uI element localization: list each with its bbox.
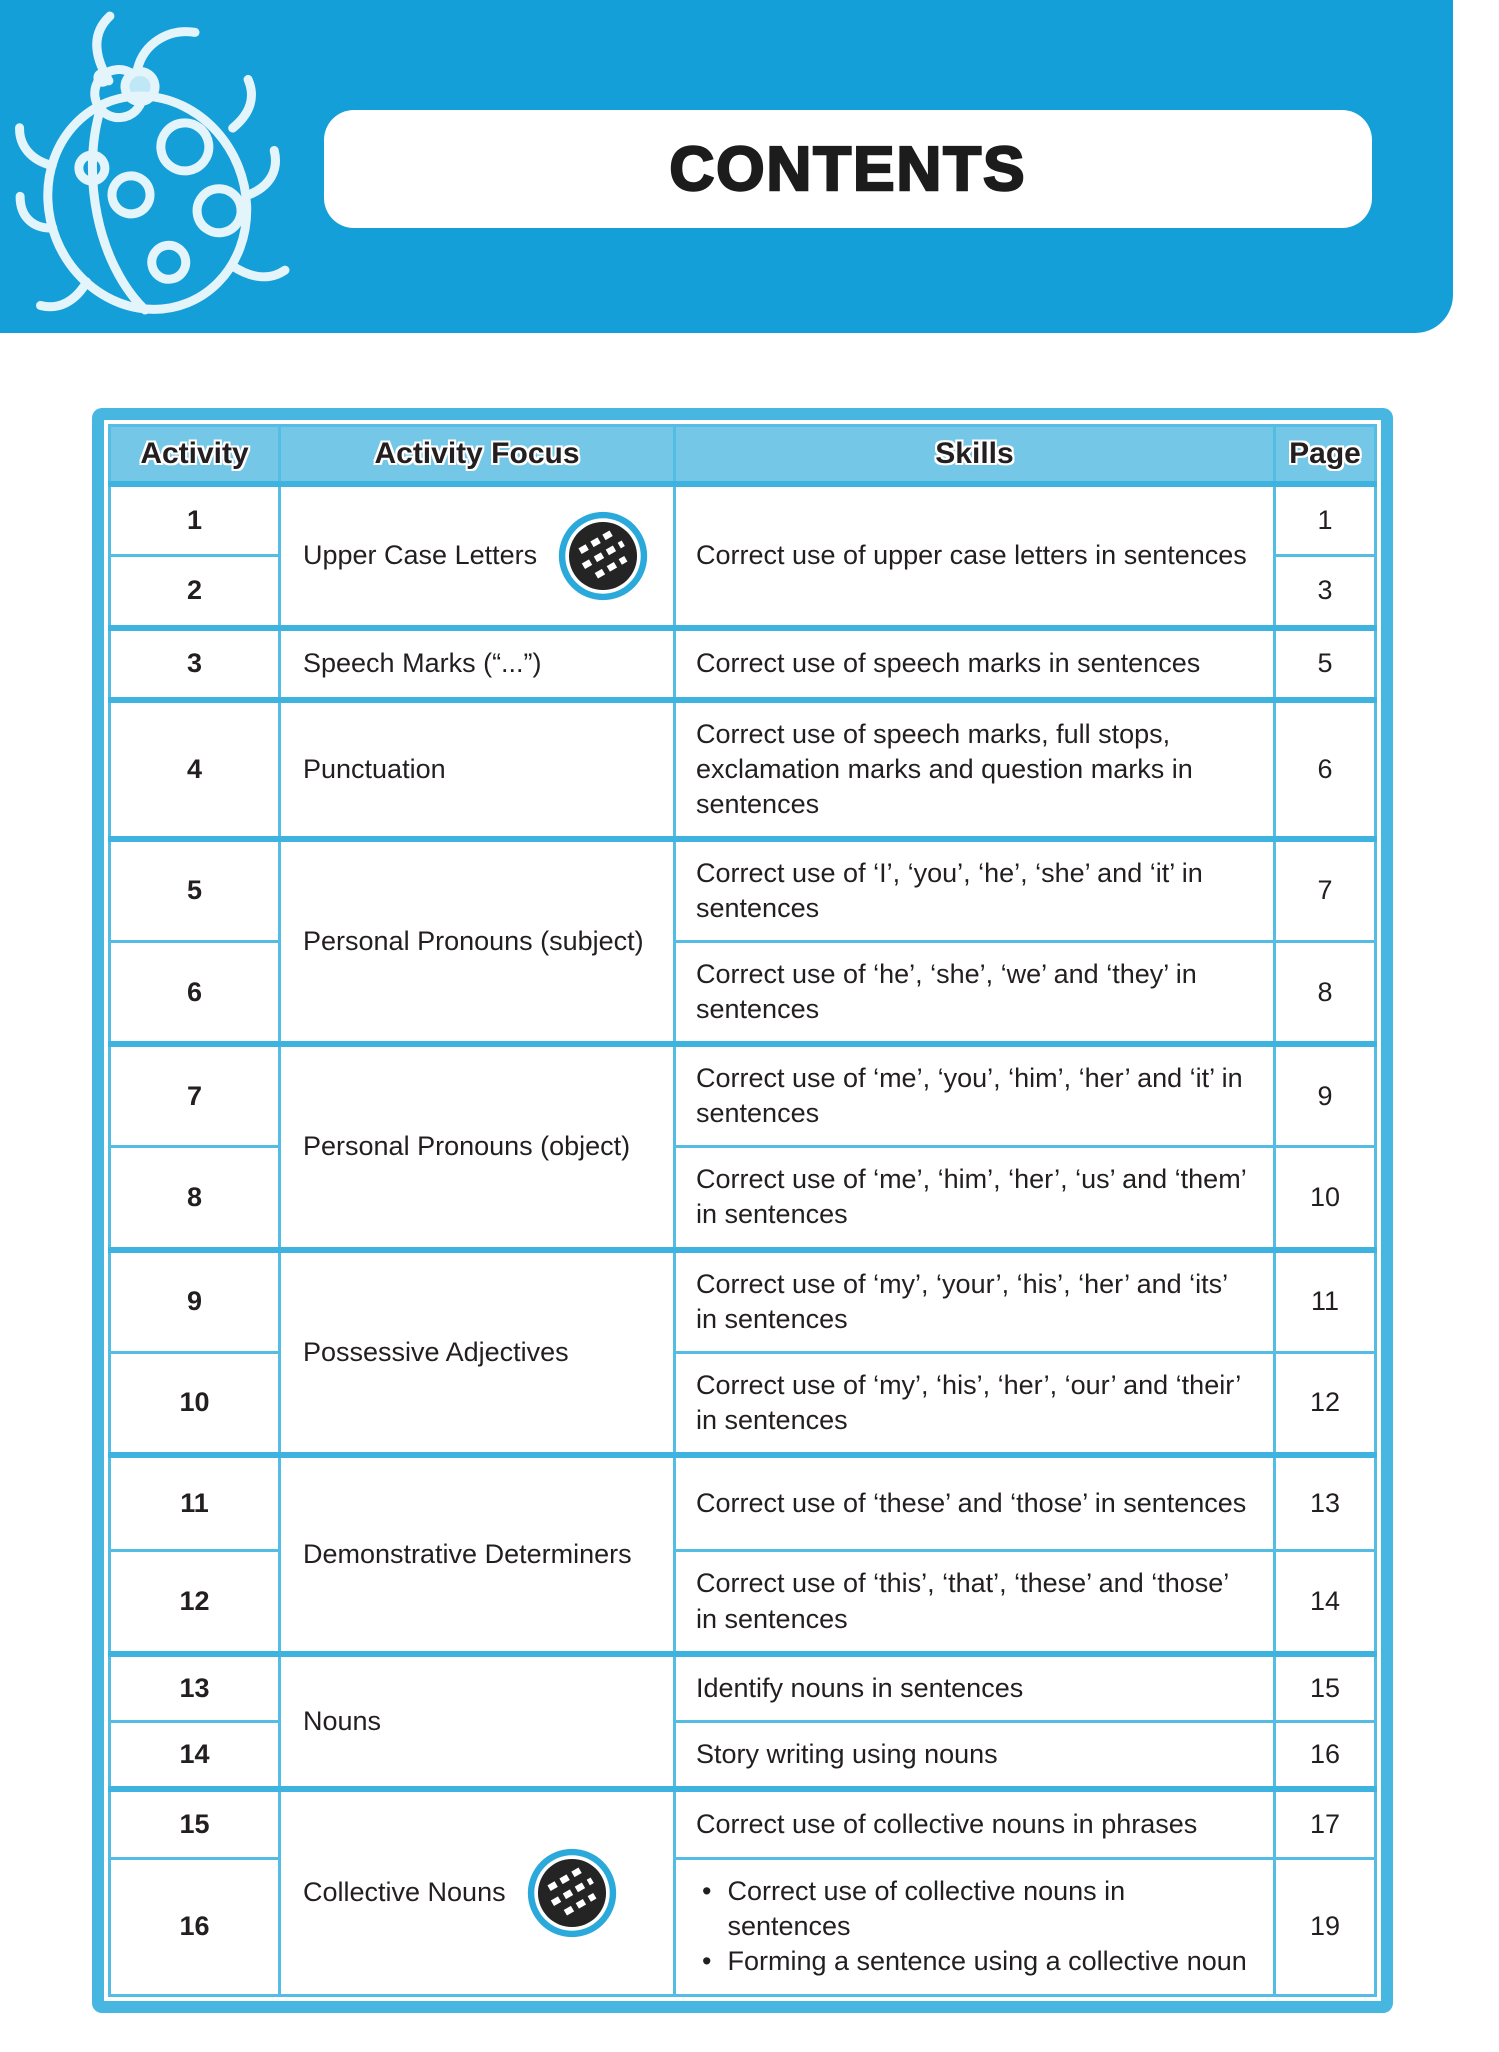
page-number: 7 xyxy=(1275,839,1376,942)
activity-focus-cell xyxy=(280,1654,675,1789)
column-header-activity: Activity xyxy=(110,426,280,484)
page-number: 11 xyxy=(1275,1250,1376,1353)
skill-cell: Correct use of ‘I’, ‘you’, ‘he’, ‘she’ and ‘it’ in sentences xyxy=(675,839,1275,942)
activity-number: 12 xyxy=(110,1551,280,1654)
activity-number: 16 xyxy=(110,1859,280,1995)
skill-bullet-text: Forming a sentence using a collective noun xyxy=(727,1946,1247,1977)
skill-cell: Correct use of ‘this’, ‘that’, ‘these’ and ‘those’ in sentences xyxy=(675,1551,1275,1654)
activity-focus-cell xyxy=(280,1455,675,1654)
activity-number: 10 xyxy=(110,1352,280,1455)
activity-focus-label: Personal Pronouns (object) xyxy=(303,1131,631,1162)
skill-cell: Correct use of speech marks, full stops, exclamation marks and question marks in sentences xyxy=(675,700,1275,839)
table-row xyxy=(110,1250,1376,1353)
skill-bullet-item xyxy=(696,1944,1253,1979)
activity-focus-label: Collective Nouns xyxy=(303,1877,506,1908)
activity-number: 15 xyxy=(110,1789,280,1859)
page-number: 12 xyxy=(1275,1352,1376,1455)
table-row xyxy=(110,1455,1376,1551)
activity-focus-label: Speech Marks (“...”) xyxy=(303,647,542,678)
page-number: 19 xyxy=(1275,1859,1376,1995)
skill-bullet-item xyxy=(696,1874,1253,1944)
table-header-row xyxy=(110,426,1376,484)
bullet-icon: • xyxy=(702,1876,712,1907)
activity-number: 9 xyxy=(110,1250,280,1353)
activity-focus-label: Nouns xyxy=(303,1705,382,1736)
page-title: CONTENTS xyxy=(669,134,1027,204)
skill-cell: Correct use of ‘my’, ‘your’, ‘his’, ‘her’ and ‘its’ in sentences xyxy=(675,1250,1275,1353)
page-number: 14 xyxy=(1275,1551,1376,1654)
activity-focus-cell xyxy=(280,839,675,1044)
page-number: 3 xyxy=(1275,556,1376,628)
ladybug-illustration xyxy=(10,2,290,337)
activity-focus-label: Punctuation xyxy=(303,753,446,784)
activity-focus-label: Possessive Adjectives xyxy=(303,1336,569,1367)
page-number: 9 xyxy=(1275,1044,1376,1147)
sticker-icon xyxy=(557,510,649,602)
table-row xyxy=(110,700,1376,839)
activity-number: 6 xyxy=(110,941,280,1044)
activity-focus-cell xyxy=(280,1044,675,1249)
skill-cell: Correct use of collective nouns in phrases xyxy=(675,1789,1275,1859)
activity-number: 3 xyxy=(110,628,280,700)
page-number: 13 xyxy=(1275,1455,1376,1551)
skill-bullet-text: Correct use of collective nouns in sentences xyxy=(727,1876,1126,1942)
activity-focus-cell xyxy=(280,1789,675,1995)
activity-number: 13 xyxy=(110,1654,280,1722)
page-number: 6 xyxy=(1275,700,1376,839)
top-banner xyxy=(0,0,1453,333)
page-number: 5 xyxy=(1275,628,1376,700)
activity-focus-label: Demonstrative Determiners xyxy=(303,1538,632,1569)
skill-cell: Correct use of ‘he’, ‘she’, ‘we’ and ‘they’ in sentences xyxy=(675,941,1275,1044)
skill-cell: Correct use of upper case letters in sentences xyxy=(675,484,1275,628)
table-row xyxy=(110,839,1376,942)
activity-number: 5 xyxy=(110,839,280,942)
activity-focus-label: Personal Pronouns (subject) xyxy=(303,925,644,956)
activity-number: 11 xyxy=(110,1455,280,1551)
skill-cell: Correct use of ‘these’ and ‘those’ in sentences xyxy=(675,1455,1275,1551)
page-number: 17 xyxy=(1275,1789,1376,1859)
contents-title-box xyxy=(324,110,1372,228)
table-row xyxy=(110,484,1376,556)
activity-number: 4 xyxy=(110,700,280,839)
skill-cell: Story writing using nouns xyxy=(675,1721,1275,1789)
table-row xyxy=(110,628,1376,700)
column-header-page: Page xyxy=(1275,426,1376,484)
activity-focus-cell xyxy=(280,484,675,628)
bullet-icon: • xyxy=(702,1946,712,1977)
skill-cell: Correct use of ‘me’, ‘him’, ‘her’, ‘us’ and ‘them’ in sentences xyxy=(675,1147,1275,1250)
activity-focus-cell xyxy=(280,628,675,700)
activity-focus-cell xyxy=(280,1250,675,1455)
page-number: 15 xyxy=(1275,1654,1376,1722)
activity-focus-label: Upper Case Letters xyxy=(303,539,538,570)
skill-cell xyxy=(675,1859,1275,1995)
page-number: 8 xyxy=(1275,941,1376,1044)
contents-table xyxy=(92,408,1393,2013)
activity-focus-cell xyxy=(280,700,675,839)
table-row xyxy=(110,1789,1376,1859)
page-number: 16 xyxy=(1275,1721,1376,1789)
column-header-focus: Activity Focus xyxy=(280,426,675,484)
column-header-skills: Skills xyxy=(675,426,1275,484)
activity-number: 2 xyxy=(110,556,280,628)
table-row xyxy=(110,1654,1376,1722)
sticker-icon xyxy=(526,1847,618,1939)
skill-cell: Correct use of speech marks in sentences xyxy=(675,628,1275,700)
activity-number: 8 xyxy=(110,1147,280,1250)
activity-number: 7 xyxy=(110,1044,280,1147)
skill-cell: Identify nouns in sentences xyxy=(675,1654,1275,1722)
table-row xyxy=(110,1044,1376,1147)
page-number: 1 xyxy=(1275,484,1376,556)
page-number: 10 xyxy=(1275,1147,1376,1250)
activity-number: 14 xyxy=(110,1721,280,1789)
activity-number: 1 xyxy=(110,484,280,556)
skill-cell: Correct use of ‘me’, ‘you’, ‘him’, ‘her’ and ‘it’ in sentences xyxy=(675,1044,1275,1147)
skill-cell: Correct use of ‘my’, ‘his’, ‘her’, ‘our’ and ‘their’ in sentences xyxy=(675,1352,1275,1455)
